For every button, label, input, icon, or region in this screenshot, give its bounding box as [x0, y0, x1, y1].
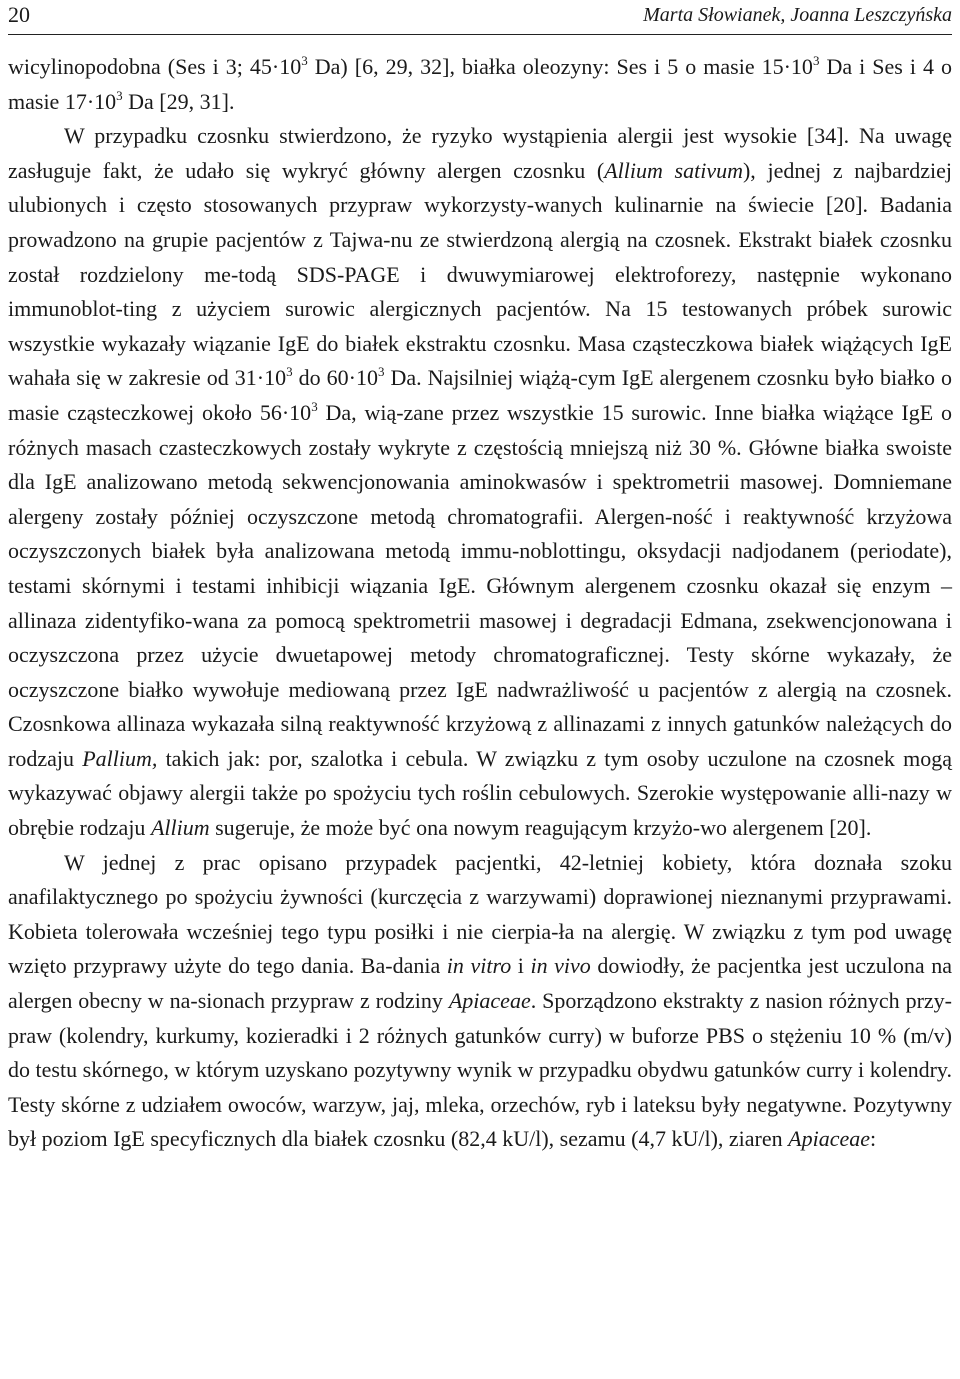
superscript-exponent: 3 — [311, 398, 318, 414]
italic-term: Allium — [150, 815, 210, 841]
superscript-exponent: 3 — [301, 53, 308, 68]
text-run: : — [870, 1126, 877, 1152]
italic-term: Pallium, — [82, 745, 158, 771]
text-run: . Sporządzono ekstrakty z nasion różnych przy-praw (kolendry, kurkumy, kozieradki i 2 różnych gatunków curry) w buforze PBS o stężeniu 10 % (m/v) do testu skórnego, w którym uzyskano pozytywny wynik w przypadku obydwu gatunków curry i kolendry. Testy skórne z udziałem owoców, warzyw, jaj, mleka, orzechów, ryb i lateksu były negatywne. Pozytywny był poziom IgE specyficznych dla białek czosnku (82,4 kU/l), sezamu (4,7 kU/l), ziaren — [8, 988, 952, 1152]
text-run: Da [29, 31]. — [122, 88, 235, 114]
header-rule — [8, 34, 952, 35]
superscript-exponent: 3 — [812, 53, 820, 68]
text-run: dowiodły, że pacjentka jest uczulona na alergen obecny w na-sionach przypraw z rodziny — [8, 953, 952, 1014]
italic-term: Allium sativum — [604, 157, 743, 183]
text-run: Da) [6, 29, 32], białka oleozyny: Ses i 5 o masie 15·10 — [307, 54, 813, 79]
text-run: W przypadku czosnku stwierdzono, że ryzyko wystąpienia alergii jest wysokie [34]. Na uwagę zasługuje fakt, że udało się wykryć główny alergen czosnku ( — [8, 123, 952, 183]
text-run: Da, wią-zane przez wszystkie 15 surowic. Inne białka wiążące IgE o różnych masach czasteczkowych zostały wykryte z częstością mniejszą niż 30 %. Główne białka swoiste dla IgE analizowano metodą sekwencjonowania aminokwasów i spektrometrii masowej. Domniemane alergeny zostały później oczyszczone metodą chromatografii. Alergen-ność i reaktywność krzyżowa oczyszczonych białek była analizowana metodą immu-noblottingu, oksydacji nadjodanem (periodate), testami skórnymi i testami inhibicji wiązania IgE. Głównym alergenem czosnku okazał się enzym – allinaza zidentyfiko-wana za pomocą spektrometrii masowej i degradacji Edmana, zsekwencjonowana i oczyszczona przez użycie dwuetapowej metody chromatograficznej. Testy skórne wykazały, że oczyszczone białko wywołuje mediowaną przez IgE nadwrażliwość u pacjentów z alergią na czosnek. Czosnkowa allinaza wykazała silną reaktywność krzyżową z allinazami z innych gatunków należących do rodzaju — [8, 399, 952, 771]
paragraph — [8, 50, 952, 119]
paragraph — [8, 119, 952, 845]
running-head-authors: Marta Słowianek, Joanna Leszczyńska — [643, 4, 952, 26]
superscript-exponent: 3 — [377, 364, 385, 380]
superscript-exponent: 3 — [116, 87, 123, 103]
text-run: do 60·10 — [292, 365, 378, 391]
text-run: sugeruje, że może być ona nowym reagującym krzyżo-wo alergenem [20]. — [209, 815, 872, 841]
paragraph — [8, 846, 952, 1157]
italic-term: in vitro — [446, 953, 512, 979]
superscript-exponent: 3 — [286, 364, 293, 380]
text-run: takich jak: por, szalotka i cebula. W związku z tym osoby uczulone na czosnek mogą wykazywać objawy alergii także po spożyciu tych roślin cebulowych. Szerokie występowanie alli-nazy w obrębie rodzaju — [8, 745, 952, 841]
text-run: i — [511, 953, 531, 979]
italic-term: Apiaceae — [448, 988, 531, 1014]
italic-term: Apiaceae — [788, 1126, 870, 1152]
page-header — [8, 0, 952, 34]
italic-term: in vivo — [530, 953, 591, 979]
text-run: Da i Ses i 4 o masie 17·10 — [8, 54, 952, 114]
text-run: ), jednej z najbardziej ulubionych i często stosowanych przypraw wykorzysty-wanych kulinarnie na świecie [20]. Badania prowadzono na grupie pacjentów z Tajwa-nu ze stwierdzoną alergią na czosnek. Ekstrakt białek czosnku został rozdzielony me-todą SDS-PAGE i dwuwymiarowej elektroforezy, następnie wykonano immunoblot-ting z użyciem surowic alergicznych pacjentów. Na 15 testowanych próbek surowic wszystkie wykazały wiązanie IgE do białek ekstraktu czosnku. Masa cząsteczkowa białek wiążących IgE wahała się w zakresie od 31·10 — [8, 157, 953, 391]
text-run: wicylinopodobna (Ses i 3; 45·10 — [8, 54, 302, 79]
page-number: 20 — [8, 2, 30, 27]
text-run: W jednej z prac opisano przypadek pacjentki, 42-letniej kobiety, która doznała szoku anafilaktycznego po spożyciu żywności (kurczęcia z warzywami) doprawionej nieznanymi przyprawami. Kobieta tolerowała wcześniej tego typu posiłki i nie cierpia-ła na alergię. W związku z tym pod uwagę wzięto przyprawy użyte do tego dania. Ba-dania — [8, 849, 952, 979]
body-text — [8, 50, 952, 1157]
text-run: Da. Najsilniej wiążą-cym IgE alergenem czosnku było białko o masie cząsteczkowej około 56·10 — [8, 365, 953, 425]
